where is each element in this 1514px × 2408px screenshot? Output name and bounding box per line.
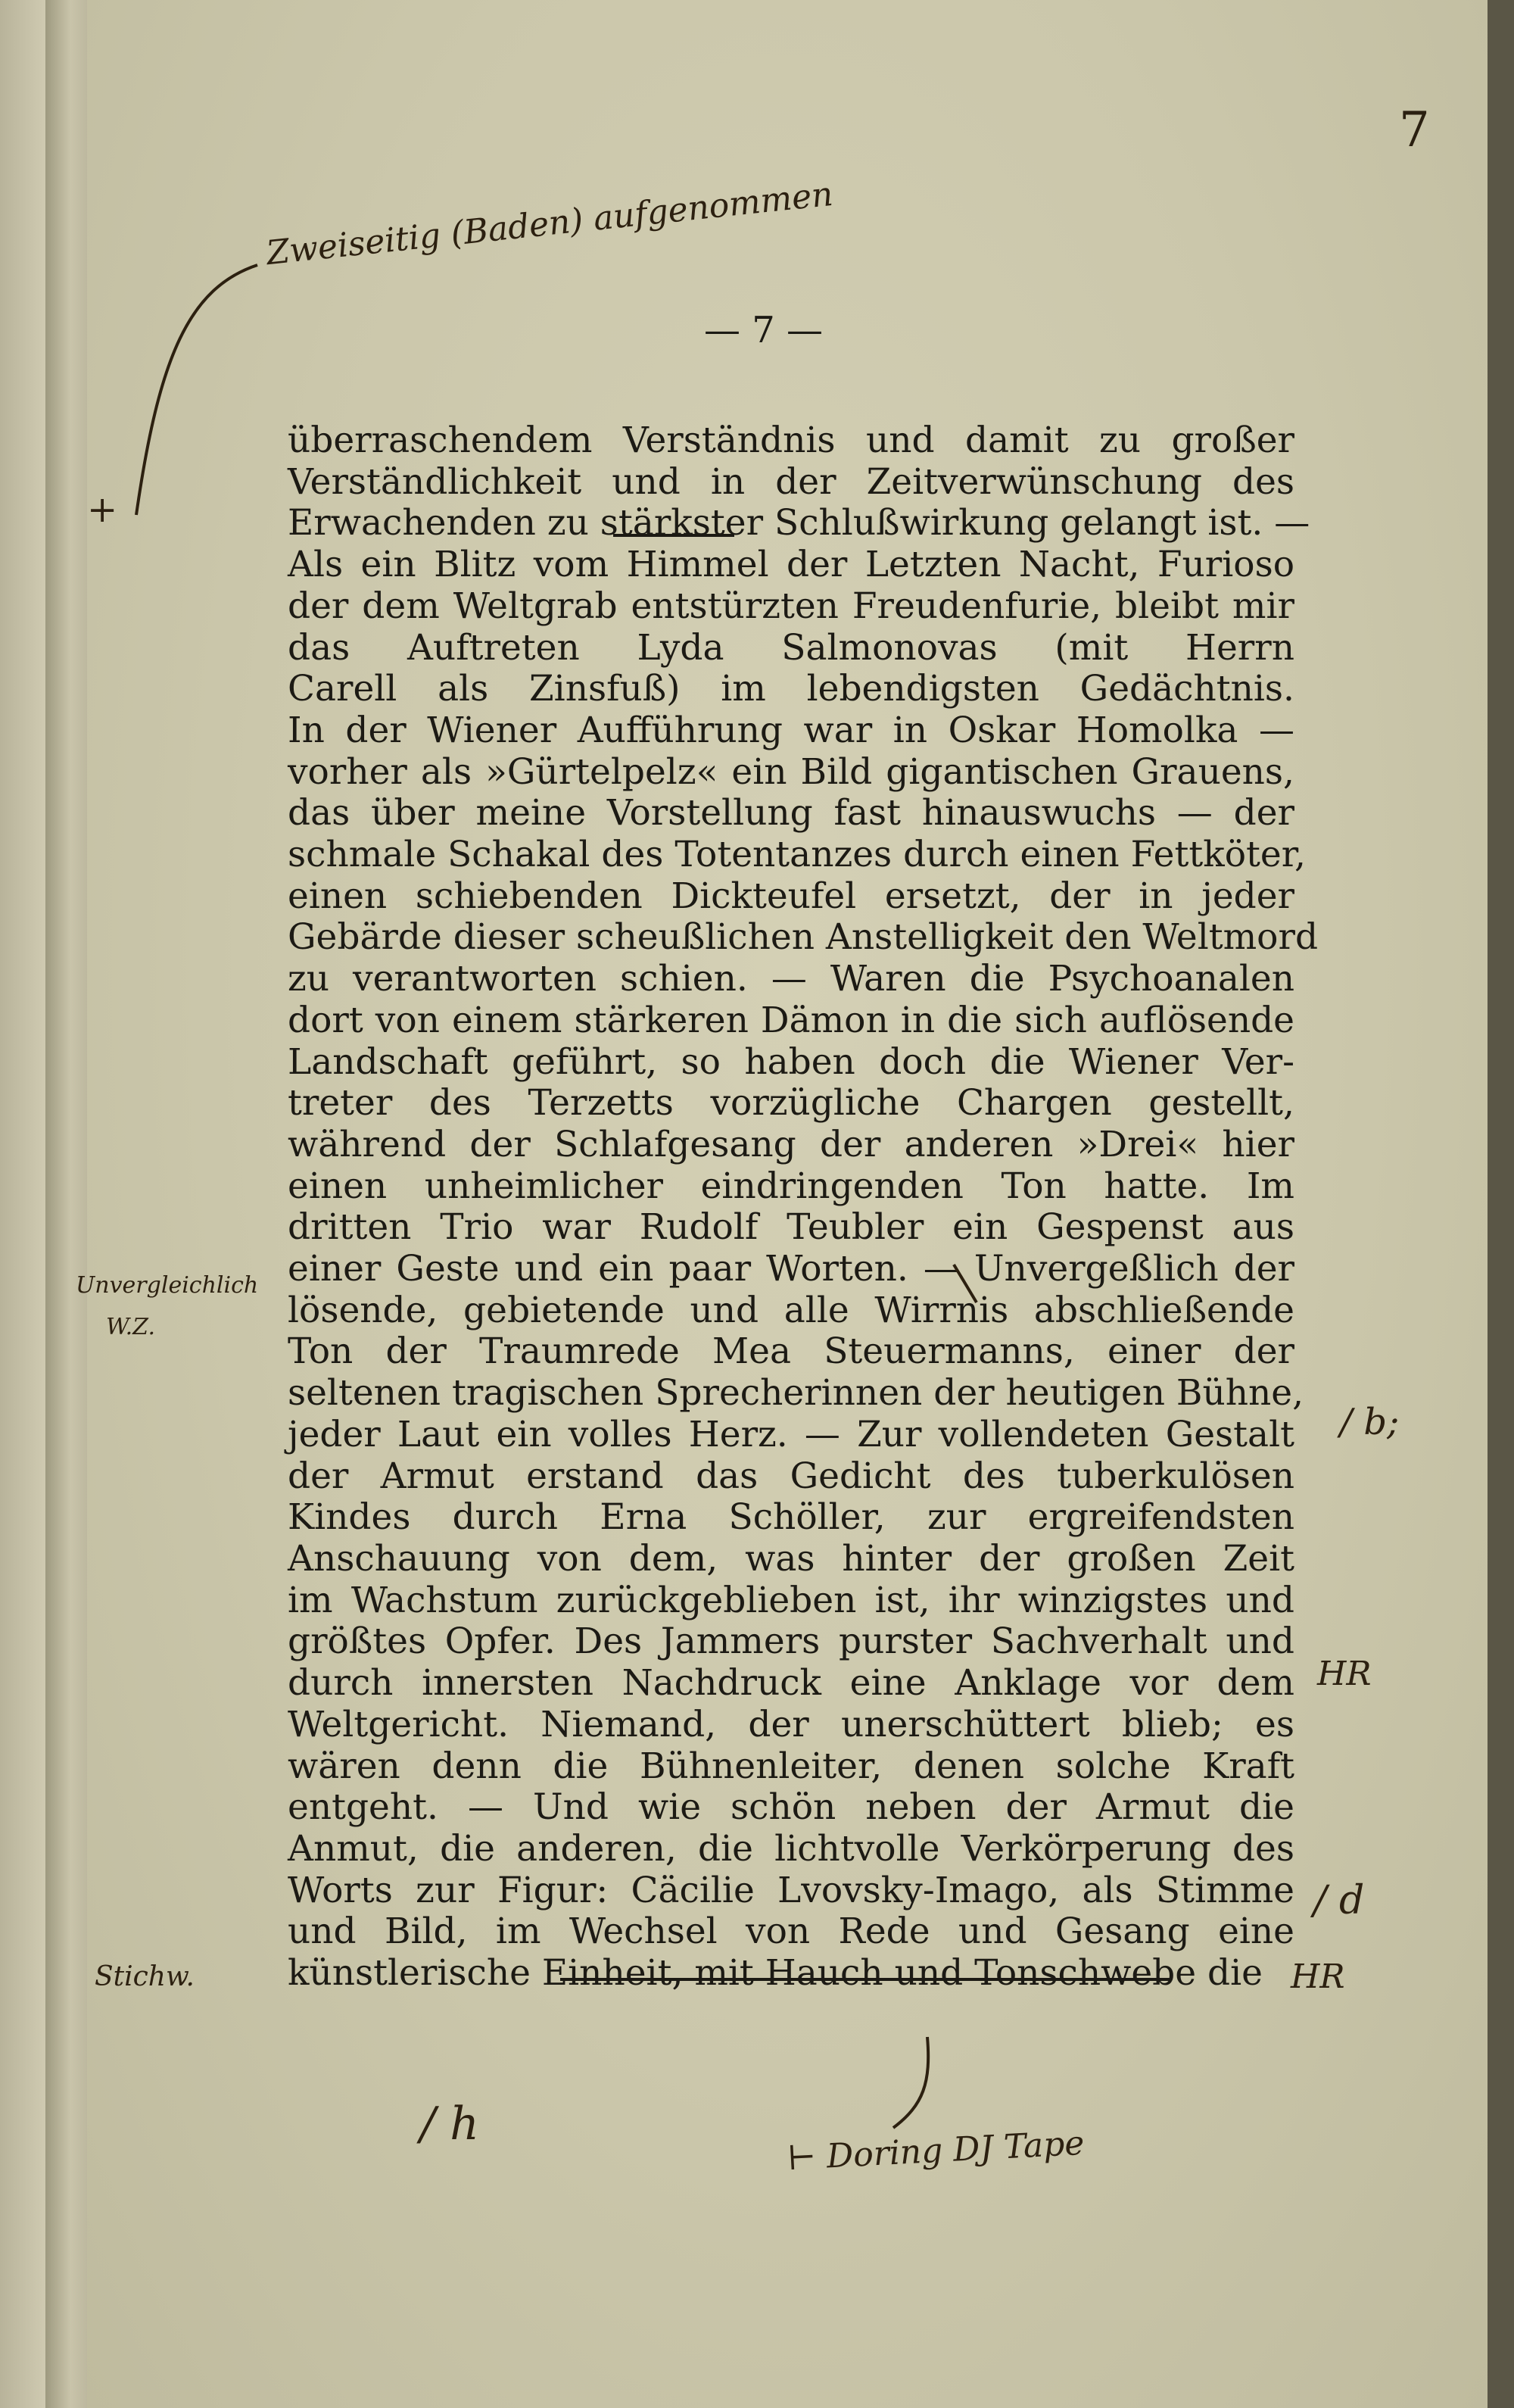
text-line: größtes Opfer. Des Jammers purster Sachverhalt und xyxy=(288,1620,1294,1663)
text-line: Verständlichkeit und in der Zeitverwünschung des xyxy=(288,460,1294,503)
text-line: Weltgericht. Niemand, der unerschüttert blieb; es xyxy=(288,1703,1294,1745)
text-line: wären denn die Bühnenleiter, denen solche Kraft xyxy=(288,1745,1294,1787)
text-line: Anmut, die anderen, die lichtvolle Verkörperung des xyxy=(288,1827,1294,1870)
text-line: schmale Schakal des Totentanzes durch einen Fettköter, xyxy=(288,834,1306,876)
bottom-left-note: / h xyxy=(420,2098,479,2151)
text-line: einen unheimlicher eindringenden Ton hatte. Im xyxy=(288,1165,1294,1207)
text-line: das Auftreten Lyda Salmonovas (mit Herrn xyxy=(288,626,1294,669)
text-line: jeder Laut ein volles Herz. — Zur vollendeten Gestalt xyxy=(288,1413,1294,1455)
text-line: seltenen tragischen Sprecherinnen der heutigen Bühne, xyxy=(288,1372,1304,1415)
text-line: künstlerische Einheit, mit Hauch und Tonschwebe die xyxy=(288,1952,1263,1995)
right-background xyxy=(1488,0,1514,2408)
margin-note-left-sub: W.Z. xyxy=(106,1314,155,1340)
text-line: treter des Terzetts vorzügliche Chargen gestellt, xyxy=(288,1082,1294,1124)
printed-page-number: — 7 — xyxy=(704,309,824,351)
text-line: dort von einem stärkeren Dämon in die sich auflösende xyxy=(288,999,1294,1041)
body-text xyxy=(288,420,1319,1995)
handwritten-page-number: 7 xyxy=(1399,102,1430,158)
text-line: Anschauung von dem, was hinter der großen Zeit xyxy=(288,1537,1294,1580)
text-line: durch innersten Nachdruck eine Anklage vor dem xyxy=(288,1662,1294,1705)
text-line: der Armut erstand das Gedicht des tuberkulösen xyxy=(288,1455,1294,1497)
text-line: das über meine Vorstellung fast hinauswuchs — der xyxy=(288,792,1294,834)
text-line: Gebärde dieser scheußlichen Anstelligkeit den Weltmord xyxy=(288,916,1319,959)
text-line: einer Geste und ein paar Worten. — Unvergeßlich der xyxy=(288,1248,1294,1290)
top-handwritten-note: Zweiseitig (Baden) aufgenommen xyxy=(264,174,835,273)
margin-plus-mark: + xyxy=(87,488,118,531)
text-line: Als ein Blitz vom Himmel der Letzten Nacht, Furioso xyxy=(288,544,1294,586)
text-line: Landschaft geführt, so haben doch die Wiener Ver- xyxy=(288,1040,1294,1083)
margin-note-left: Unvergleichlich xyxy=(76,1272,259,1299)
text-line: Ton der Traumrede Mea Steuermanns, einer der xyxy=(288,1330,1294,1373)
bottom-right-note: ⊢ Doring DJ Tape xyxy=(786,2123,1086,2179)
text-line: lösende, gebietende und alle Wirrnis abschließende xyxy=(288,1289,1294,1331)
text-line: vorher als »Gürtelpelz« ein Bild gigantischen Grauens, xyxy=(288,750,1294,793)
text-line: entgeht. — Und wie schön neben der Armut die xyxy=(288,1786,1294,1829)
margin-note-right: / b; xyxy=(1340,1401,1400,1443)
book-gutter xyxy=(45,0,89,2408)
text-line: überraschendem Verständnis und damit zu großer xyxy=(288,420,1294,461)
text-line: und Bild, im Wechsel von Rede und Gesang eine xyxy=(288,1910,1294,1953)
text-line: Worts zur Figur: Cäcilie Lvovsky-Imago, als Stimme xyxy=(288,1869,1294,1911)
margin-note-right: / d xyxy=(1313,1878,1365,1923)
text-line: Erwachenden zu stärkster Schlußwirkung gelangt ist. — xyxy=(288,502,1310,544)
text-line: im Wachstum zurückgeblieben ist, ihr winzigstes und xyxy=(288,1579,1294,1621)
text-line: der dem Weltgrab entstürzten Freudenfurie, bleibt mir xyxy=(288,585,1294,627)
text-line: Carell als Zinsfuß) im lebendigsten Gedächtnis. xyxy=(288,668,1294,710)
text-line: zu verantworten schien. — Waren die Psychoanalen xyxy=(288,958,1294,1000)
text-line: einen schiebenden Dickteufel ersetzt, der in jeder xyxy=(288,875,1294,917)
text-line: dritten Trio war Rudolf Teubler ein Gespenst aus xyxy=(288,1206,1294,1249)
margin-note-right: HR xyxy=(1317,1655,1372,1693)
facing-page-edge xyxy=(0,0,45,2408)
text-line: In der Wiener Aufführung war in Oskar Homolka — xyxy=(288,709,1294,751)
margin-note-left-lower: Stichw. xyxy=(95,1961,195,1992)
text-line: Kindes durch Erna Schöller, zur ergreifendsten xyxy=(288,1496,1294,1539)
text-line: während der Schlafgesang der anderen »Drei« hier xyxy=(288,1123,1294,1165)
margin-note-right: HR xyxy=(1291,1957,1345,1996)
